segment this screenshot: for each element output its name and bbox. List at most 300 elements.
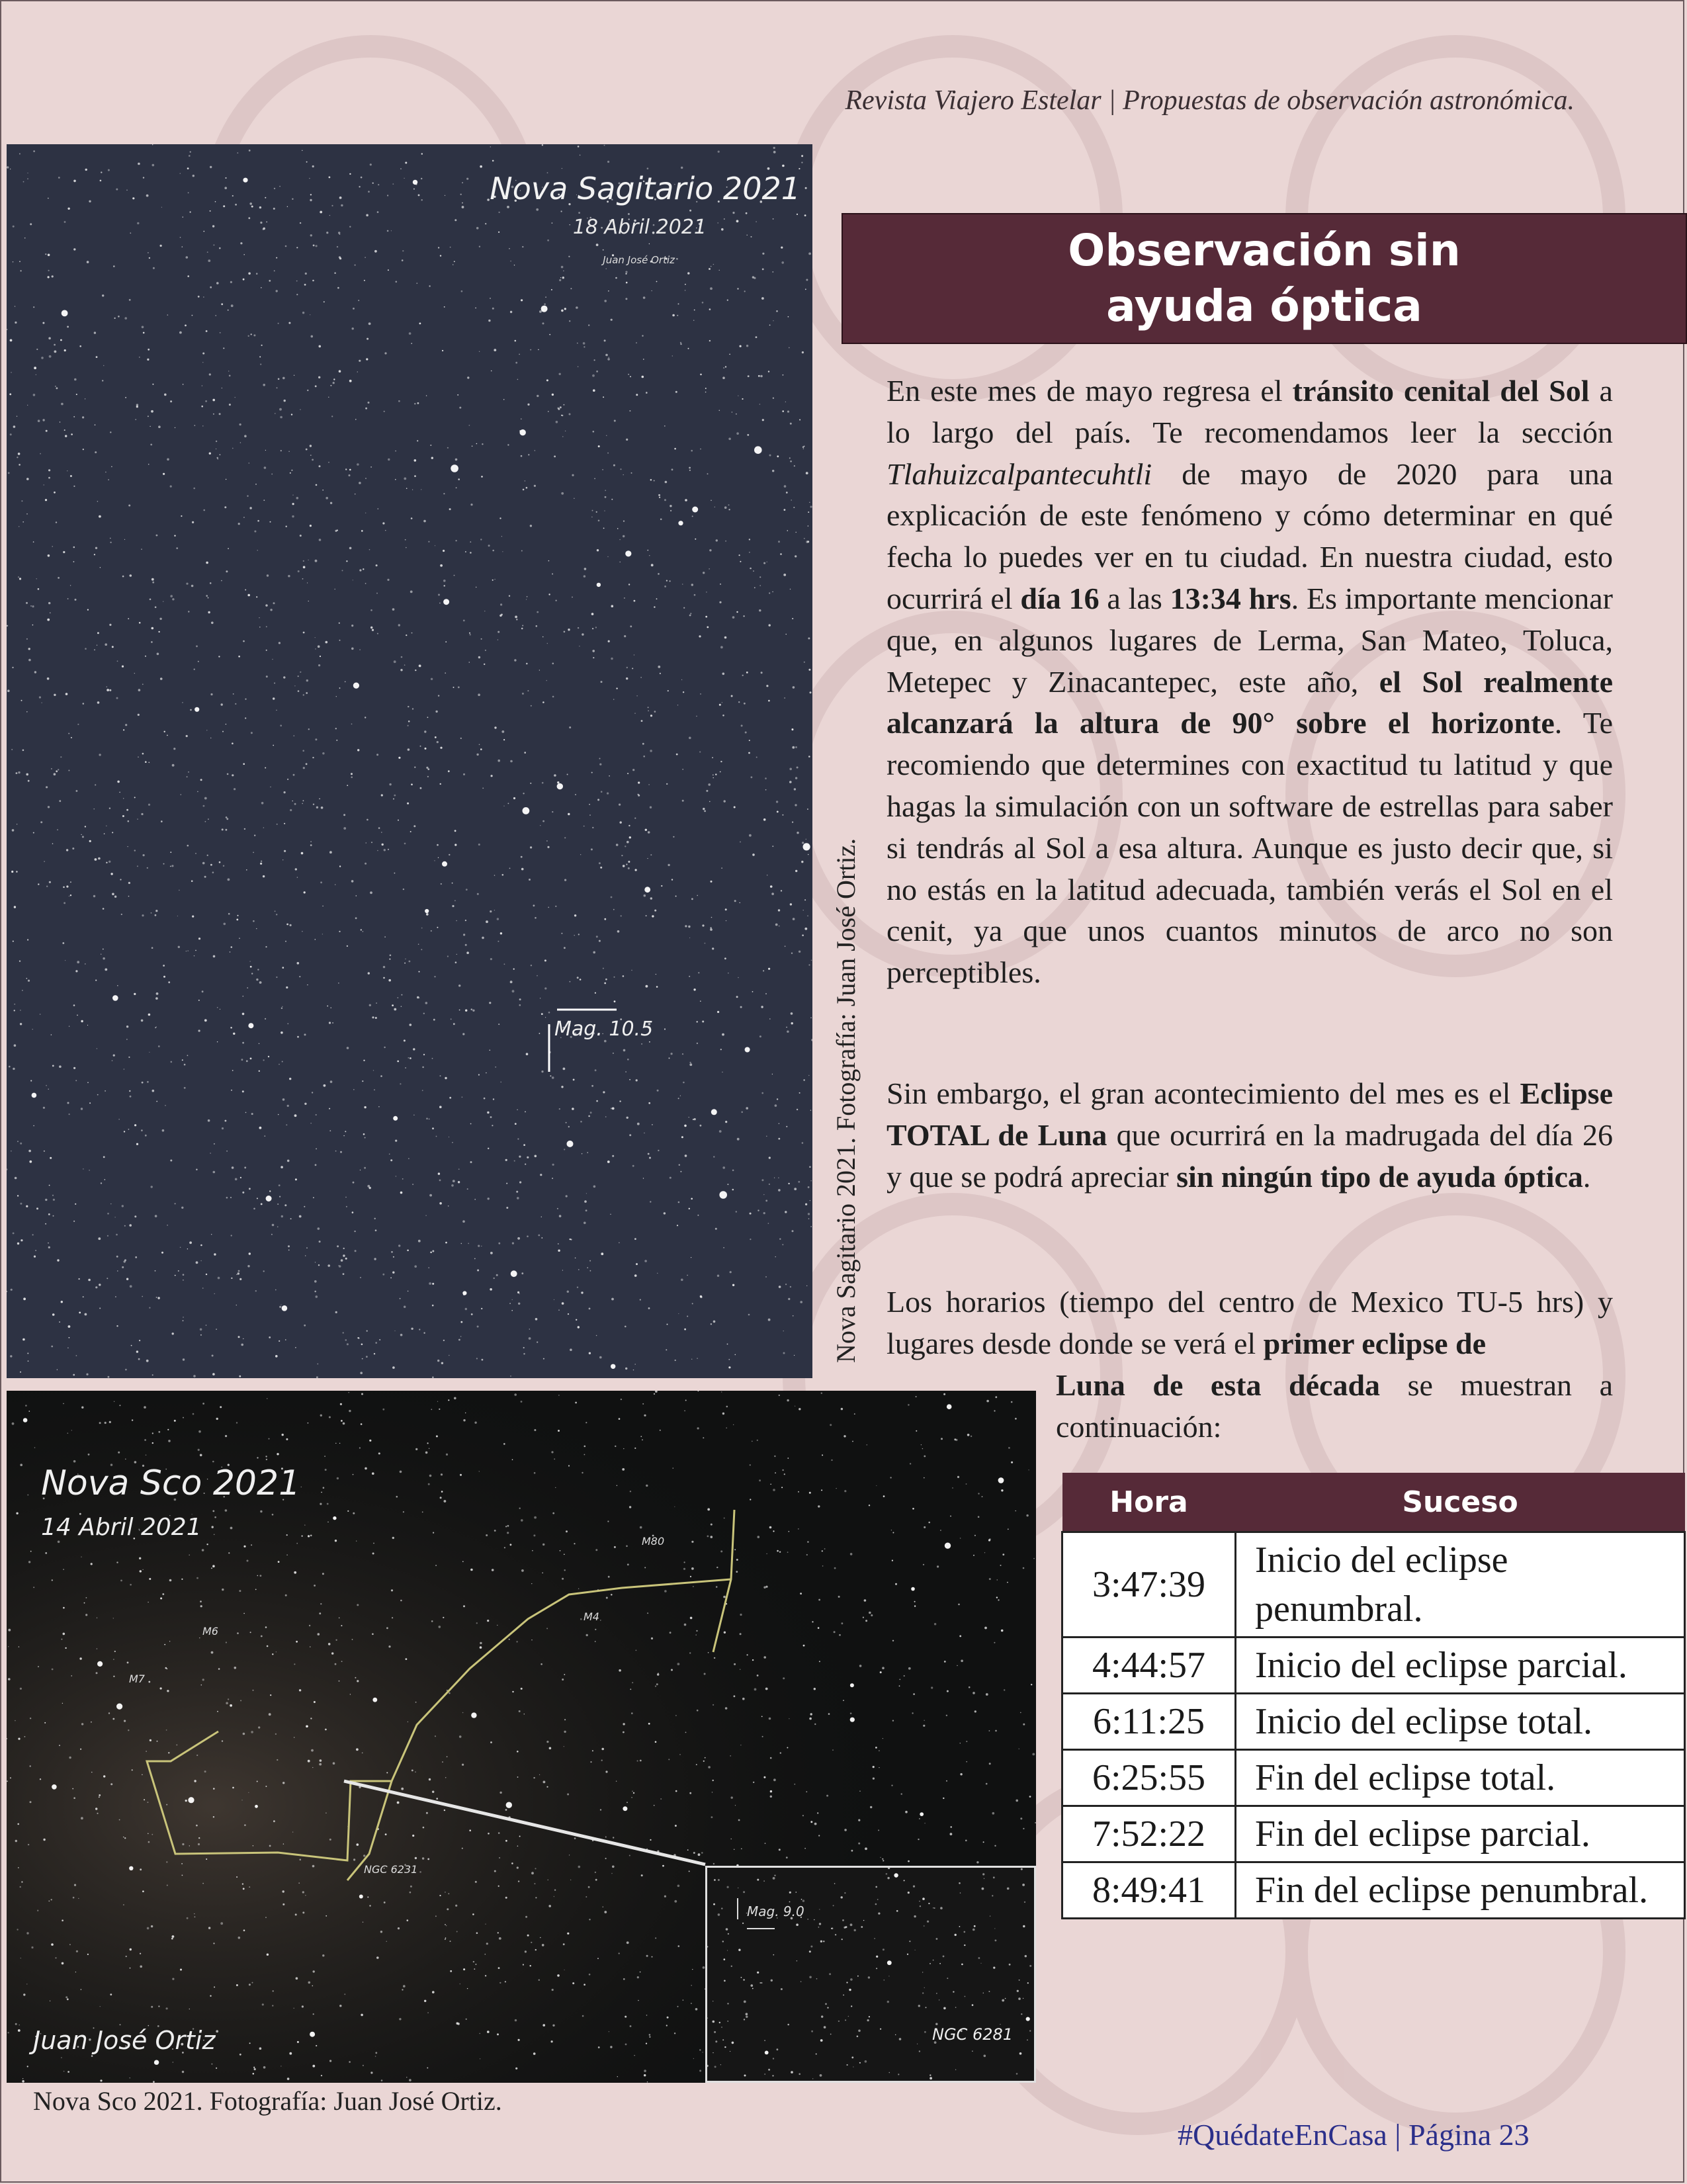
star	[226, 570, 228, 572]
star	[631, 970, 632, 971]
star	[904, 1880, 905, 1881]
star	[210, 210, 211, 212]
star	[614, 420, 616, 422]
star	[575, 794, 576, 795]
star	[772, 2075, 773, 2076]
star	[677, 315, 678, 316]
star	[41, 357, 44, 359]
star	[76, 394, 77, 395]
star	[486, 1072, 487, 1074]
star	[807, 808, 808, 810]
star	[895, 2034, 896, 2035]
star	[341, 1259, 343, 1262]
star	[313, 804, 314, 805]
star	[470, 552, 472, 554]
star	[646, 392, 648, 394]
star	[62, 310, 68, 317]
star	[95, 1286, 97, 1288]
star	[52, 843, 54, 844]
star	[183, 1320, 184, 1321]
star	[322, 490, 324, 491]
star	[149, 1052, 150, 1053]
star	[654, 711, 656, 713]
star	[599, 1356, 602, 1359]
star	[61, 403, 64, 406]
star	[472, 446, 473, 447]
star	[715, 1228, 717, 1230]
star	[206, 330, 208, 332]
star	[722, 1033, 724, 1036]
star	[887, 1960, 892, 1965]
star	[157, 1297, 159, 1299]
star	[28, 1150, 31, 1153]
star	[304, 284, 306, 286]
star	[561, 266, 564, 269]
star	[286, 924, 288, 926]
star	[503, 739, 505, 740]
star	[64, 349, 66, 351]
star	[507, 444, 509, 445]
star	[740, 1006, 742, 1008]
star	[368, 322, 371, 325]
star	[953, 1991, 954, 1992]
star	[316, 1295, 318, 1298]
star	[264, 1135, 265, 1137]
star	[1002, 1999, 1004, 2002]
star	[591, 772, 593, 773]
star	[197, 791, 198, 793]
star	[908, 1892, 910, 1894]
star	[21, 270, 22, 271]
star	[545, 296, 546, 298]
star	[440, 564, 443, 567]
star	[357, 463, 359, 466]
star	[421, 928, 423, 929]
star	[642, 335, 643, 336]
star	[290, 809, 292, 811]
star	[208, 259, 210, 262]
star	[807, 1919, 808, 1920]
star	[351, 776, 353, 778]
star	[370, 627, 372, 629]
star	[57, 829, 58, 830]
star	[116, 1234, 118, 1236]
star	[819, 1923, 821, 1925]
star	[26, 602, 28, 604]
star	[97, 1094, 99, 1096]
star	[130, 1096, 132, 1098]
star	[681, 1136, 683, 1138]
star	[303, 560, 304, 562]
star	[540, 825, 541, 826]
star	[221, 703, 223, 705]
star	[394, 660, 396, 663]
star	[521, 1272, 523, 1274]
star	[728, 1933, 729, 1935]
star	[568, 629, 570, 631]
star	[364, 280, 365, 281]
star	[607, 1160, 610, 1163]
star	[581, 1291, 583, 1293]
star	[235, 703, 236, 705]
star	[105, 1179, 106, 1180]
star	[500, 603, 502, 605]
star	[748, 375, 750, 377]
star	[384, 936, 386, 938]
star	[503, 399, 505, 400]
star	[413, 825, 415, 827]
star	[303, 632, 305, 634]
star	[691, 1359, 692, 1360]
cell-suceso: Inicio del eclipse penumbral.	[1236, 1532, 1685, 1638]
star	[927, 1921, 929, 1923]
star	[158, 631, 159, 633]
star	[300, 222, 301, 224]
star	[449, 1097, 451, 1099]
star	[660, 673, 661, 674]
star	[741, 1112, 743, 1114]
star	[514, 659, 516, 661]
star	[198, 661, 199, 662]
star	[679, 1164, 680, 1166]
star	[654, 606, 655, 607]
star	[61, 1301, 63, 1303]
star	[721, 2027, 722, 2028]
star	[239, 938, 240, 939]
star	[955, 1934, 957, 1936]
star	[802, 446, 804, 448]
star	[188, 771, 189, 773]
star	[719, 2022, 720, 2023]
star	[1025, 1955, 1027, 1957]
star	[330, 385, 331, 386]
star	[592, 510, 593, 511]
star	[70, 895, 71, 896]
star	[634, 600, 636, 602]
star	[731, 1966, 732, 1967]
star	[112, 646, 114, 648]
star	[392, 183, 394, 185]
star	[763, 970, 764, 971]
star	[231, 1090, 232, 1091]
star	[206, 595, 208, 597]
star	[209, 453, 211, 455]
star	[427, 768, 429, 770]
star	[398, 624, 400, 626]
star	[331, 415, 333, 417]
star	[854, 1929, 856, 1931]
star	[276, 914, 277, 915]
star	[152, 164, 155, 167]
star	[273, 602, 275, 604]
star	[250, 966, 252, 968]
star	[337, 1245, 339, 1247]
star	[216, 441, 217, 442]
star	[64, 429, 65, 431]
star	[276, 290, 278, 292]
star	[782, 165, 785, 167]
star	[75, 970, 77, 972]
star	[387, 579, 389, 581]
star	[787, 530, 789, 531]
star	[521, 455, 523, 457]
star	[513, 797, 515, 799]
star	[420, 787, 422, 789]
star	[206, 1325, 207, 1326]
star	[542, 782, 544, 784]
star	[771, 1980, 773, 1982]
star	[692, 1303, 693, 1304]
star	[440, 747, 442, 749]
star	[705, 616, 707, 618]
star	[231, 1235, 232, 1236]
star	[396, 281, 398, 283]
star	[210, 286, 212, 288]
star	[672, 355, 673, 356]
star	[568, 1313, 569, 1315]
star	[297, 962, 300, 965]
star	[1019, 1980, 1020, 1981]
star	[724, 636, 727, 639]
star	[732, 2042, 734, 2044]
star	[678, 303, 679, 304]
star	[170, 400, 172, 402]
star	[682, 584, 683, 585]
star	[689, 737, 691, 740]
star	[517, 1291, 519, 1293]
star	[640, 677, 642, 678]
star	[407, 1250, 409, 1252]
star	[795, 870, 797, 872]
star	[567, 1141, 574, 1147]
star	[289, 1078, 291, 1080]
star	[869, 2016, 870, 2017]
star	[657, 1273, 658, 1274]
star	[530, 525, 532, 527]
star	[247, 496, 248, 497]
star	[614, 1000, 616, 1002]
star	[181, 1207, 183, 1209]
star	[12, 667, 13, 668]
star	[128, 505, 130, 507]
star	[281, 1215, 283, 1217]
star	[251, 732, 253, 734]
star	[889, 2072, 890, 2074]
star	[801, 861, 803, 863]
star	[750, 1213, 752, 1215]
star	[757, 1972, 759, 1974]
star	[638, 781, 640, 783]
star	[67, 326, 69, 328]
star	[116, 697, 118, 699]
star	[178, 946, 180, 948]
star	[429, 1282, 431, 1285]
star	[584, 575, 585, 577]
star	[330, 502, 332, 504]
star	[73, 1374, 75, 1376]
star	[554, 456, 556, 458]
star	[676, 754, 678, 756]
star	[535, 1155, 537, 1158]
star	[254, 835, 255, 836]
star	[920, 1905, 921, 1907]
star	[724, 1980, 726, 1982]
star	[170, 852, 171, 853]
star	[85, 963, 86, 965]
star	[808, 1075, 809, 1076]
star	[222, 828, 224, 830]
star	[431, 930, 432, 932]
star	[469, 633, 470, 634]
star	[247, 594, 250, 597]
star	[68, 1325, 71, 1328]
star	[608, 290, 609, 292]
star	[670, 1177, 671, 1179]
star	[454, 844, 456, 846]
star	[599, 862, 601, 864]
star	[226, 818, 228, 820]
star	[191, 585, 194, 588]
star	[243, 180, 245, 182]
star	[454, 219, 456, 221]
star	[728, 1366, 730, 1368]
star	[596, 511, 597, 513]
star	[790, 423, 792, 425]
star	[415, 670, 416, 671]
star	[766, 1136, 767, 1137]
star	[27, 939, 28, 940]
star	[773, 1954, 775, 1956]
star	[647, 167, 649, 169]
star	[216, 1329, 217, 1330]
star	[7, 329, 8, 330]
star	[666, 1349, 667, 1350]
star	[487, 1112, 489, 1114]
star	[155, 1027, 156, 1028]
star	[791, 953, 793, 954]
star	[584, 1200, 587, 1203]
star	[801, 1899, 802, 1900]
star	[619, 804, 621, 806]
starfield-sagitario	[7, 144, 812, 1378]
star	[697, 1215, 699, 1216]
star	[390, 955, 392, 957]
star	[801, 162, 802, 163]
star	[103, 949, 104, 950]
star	[149, 1307, 150, 1309]
star	[217, 1041, 218, 1042]
star	[190, 709, 192, 711]
star	[490, 298, 491, 299]
star	[48, 469, 50, 471]
star	[28, 659, 31, 662]
star	[766, 685, 768, 687]
star	[593, 431, 595, 433]
star	[647, 550, 648, 551]
star	[235, 204, 237, 206]
star	[811, 2031, 813, 2032]
star	[691, 450, 693, 452]
star	[676, 258, 678, 260]
star	[875, 1903, 877, 1905]
star	[240, 242, 242, 244]
star	[261, 345, 263, 346]
star	[625, 273, 627, 275]
star	[377, 633, 378, 634]
star	[776, 310, 778, 312]
star	[395, 1140, 397, 1142]
star	[122, 815, 124, 817]
star	[276, 977, 277, 978]
star	[225, 1120, 227, 1122]
star	[438, 594, 440, 596]
star	[45, 253, 46, 255]
star	[290, 472, 291, 474]
star	[303, 566, 306, 568]
star	[613, 909, 615, 910]
star	[644, 1133, 645, 1134]
star	[93, 895, 95, 897]
star	[683, 607, 685, 609]
star	[68, 733, 69, 734]
star	[745, 732, 747, 734]
star	[611, 1108, 612, 1109]
star	[363, 931, 364, 932]
star	[248, 1023, 253, 1028]
star	[593, 1186, 596, 1188]
star	[722, 715, 724, 717]
star	[402, 1178, 404, 1180]
star	[62, 942, 64, 944]
star	[625, 846, 626, 847]
star	[500, 1082, 501, 1083]
star	[490, 1050, 491, 1051]
star	[558, 1309, 560, 1311]
star	[448, 1205, 449, 1207]
star	[736, 1211, 737, 1212]
star	[558, 1243, 559, 1245]
star	[808, 525, 809, 527]
star	[40, 453, 41, 455]
star	[22, 750, 24, 752]
star	[11, 1289, 13, 1291]
star	[360, 1372, 363, 1374]
star	[811, 960, 812, 961]
star	[48, 1246, 50, 1248]
star	[750, 1239, 751, 1240]
star	[388, 979, 391, 982]
star	[408, 1291, 409, 1292]
star	[785, 945, 786, 947]
star	[515, 340, 517, 342]
star	[630, 376, 631, 377]
star	[720, 1049, 722, 1050]
star	[48, 477, 50, 479]
star	[783, 1352, 785, 1354]
star	[727, 1886, 729, 1888]
star	[367, 819, 368, 821]
star	[160, 677, 163, 680]
star	[226, 829, 228, 831]
star	[388, 459, 390, 460]
star	[616, 844, 619, 846]
star	[671, 879, 673, 880]
cell-suceso: Fin del eclipse penumbral.	[1236, 1862, 1685, 1919]
star	[644, 887, 650, 893]
star	[780, 553, 782, 555]
star	[752, 1988, 754, 1989]
star	[452, 905, 454, 907]
